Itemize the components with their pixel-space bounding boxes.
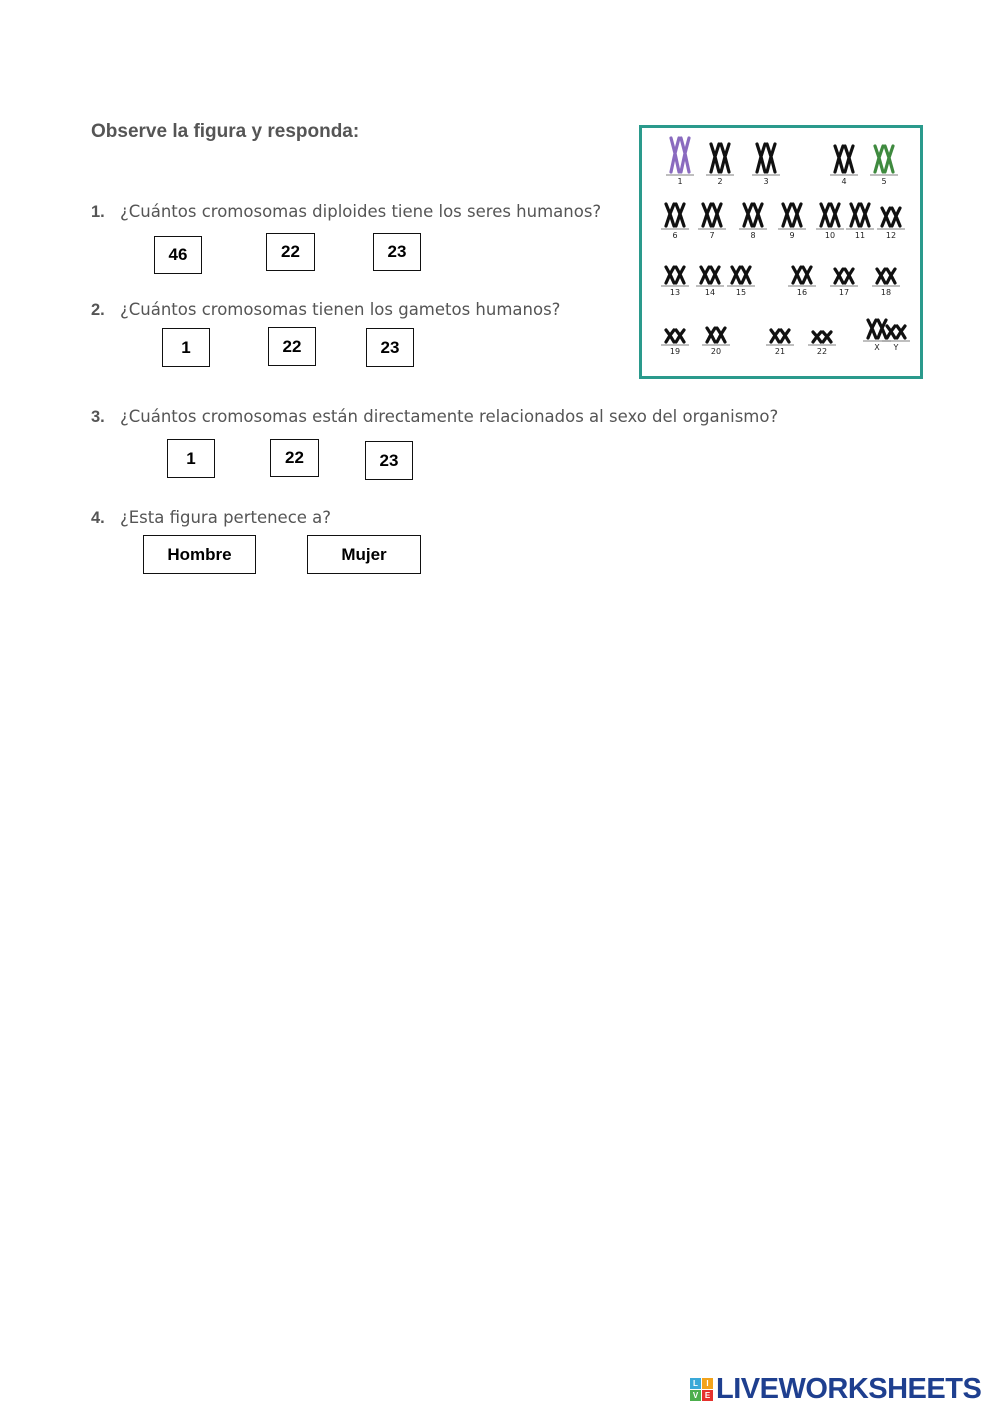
chromosome-label: 20 — [710, 347, 722, 356]
liveworksheets-logo — [690, 1373, 981, 1405]
question-number: 4. — [91, 509, 105, 527]
answer-option-23[interactable]: 23 — [366, 328, 414, 367]
answer-option-23[interactable]: 23 — [365, 441, 413, 480]
chromosome-pair-22 — [813, 332, 831, 342]
question-1 — [91, 202, 601, 222]
chromosome-label: 4 — [841, 177, 847, 186]
question-4 — [91, 508, 331, 528]
chromosome-pair-16 — [793, 267, 811, 283]
chromosome-label: 13 — [669, 288, 681, 297]
chromosome-label: 9 — [789, 231, 795, 240]
question-text: ¿Cuántos cromosomas están directamente relacionados al sexo del organismo? — [120, 407, 779, 426]
chromosome-pair-20 — [707, 328, 725, 342]
logo-mark-icon — [690, 1378, 713, 1401]
chromosome-label: 15 — [735, 288, 747, 297]
page-title: Observe la figura y responda: — [91, 121, 360, 142]
logo-letter: V — [690, 1390, 701, 1401]
logo-text: LIVEWORKSHEETS — [716, 1372, 982, 1405]
question-text: ¿Esta figura pertenece a? — [120, 508, 332, 527]
chromosome-label: 10 — [824, 231, 836, 240]
logo-letter: I — [702, 1378, 713, 1389]
answer-option-22[interactable]: 22 — [268, 327, 316, 366]
question-text: ¿Cuántos cromosomas tienen los gametos humanos? — [120, 300, 561, 319]
chromosome-label: 3 — [763, 177, 769, 186]
chromosome-pair-11 — [851, 204, 869, 226]
chromosome-label: 12 — [885, 231, 897, 240]
logo-letter: E — [702, 1390, 713, 1401]
chromosome-label: 16 — [796, 288, 808, 297]
chromosome-pair-21 — [771, 330, 789, 342]
question-number: 3. — [91, 408, 105, 426]
chromosome-pair-5 — [875, 146, 893, 172]
chromosome-pair-14 — [701, 267, 719, 283]
answer-option-1[interactable]: 1 — [167, 439, 215, 478]
question-number: 1. — [91, 203, 105, 221]
answer-option-hombre[interactable]: Hombre — [143, 535, 256, 574]
chromosome-label: 11 — [854, 231, 866, 240]
chromosome-label: 1 — [677, 177, 683, 186]
chromosome-pair-2 — [711, 144, 729, 172]
chromosome-pair-18 — [877, 269, 895, 283]
chromosome-pair-6 — [666, 204, 684, 226]
answer-option-46[interactable]: 46 — [154, 236, 202, 274]
answer-option-22[interactable]: 22 — [270, 439, 319, 477]
answer-option-1[interactable]: 1 — [162, 328, 210, 367]
answer-option-23[interactable]: 23 — [373, 233, 421, 271]
chromosome-label: 22 — [816, 347, 828, 356]
chromosome-label: 2 — [717, 177, 723, 186]
chromosome-label: Y — [893, 343, 899, 352]
question-text: ¿Cuántos cromosomas diploides tiene los seres humanos? — [120, 202, 602, 221]
chromosome-pair-15 — [732, 267, 750, 283]
chromosome-pair-X — [868, 320, 886, 338]
chromosome-label: 5 — [881, 177, 887, 186]
chromosome-pair-8 — [744, 204, 762, 226]
chromosome-label: 18 — [880, 288, 892, 297]
chromosome-label: 17 — [838, 288, 850, 297]
logo-letter: L — [690, 1378, 701, 1389]
question-3 — [91, 407, 778, 427]
chromosome-pair-4 — [835, 146, 853, 172]
chromosome-label: 7 — [709, 231, 715, 240]
chromosome-pair-9 — [783, 204, 801, 226]
chromosome-pair-Y — [887, 326, 905, 338]
answer-option-22[interactable]: 22 — [266, 233, 315, 271]
question-number: 2. — [91, 301, 105, 319]
chromosome-label: 21 — [774, 347, 786, 356]
chromosome-pair-17 — [835, 269, 853, 283]
karyotype-chromosomes — [642, 128, 920, 376]
chromosome-pair-1 — [671, 138, 689, 172]
chromosome-label: 8 — [750, 231, 756, 240]
chromosome-label: 6 — [672, 231, 678, 240]
question-2 — [91, 300, 560, 320]
chromosome-pair-3 — [757, 144, 775, 172]
chromosome-pair-7 — [703, 204, 721, 226]
chromosome-label: 19 — [669, 347, 681, 356]
karyotype-figure — [639, 125, 923, 379]
chromosome-pair-10 — [821, 204, 839, 226]
chromosome-label: X — [874, 343, 880, 352]
chromosome-pair-13 — [666, 267, 684, 283]
chromosome-pair-12 — [882, 208, 900, 226]
chromosome-label: 14 — [704, 288, 716, 297]
answer-option-mujer[interactable]: Mujer — [307, 535, 421, 574]
chromosome-pair-19 — [666, 330, 684, 342]
